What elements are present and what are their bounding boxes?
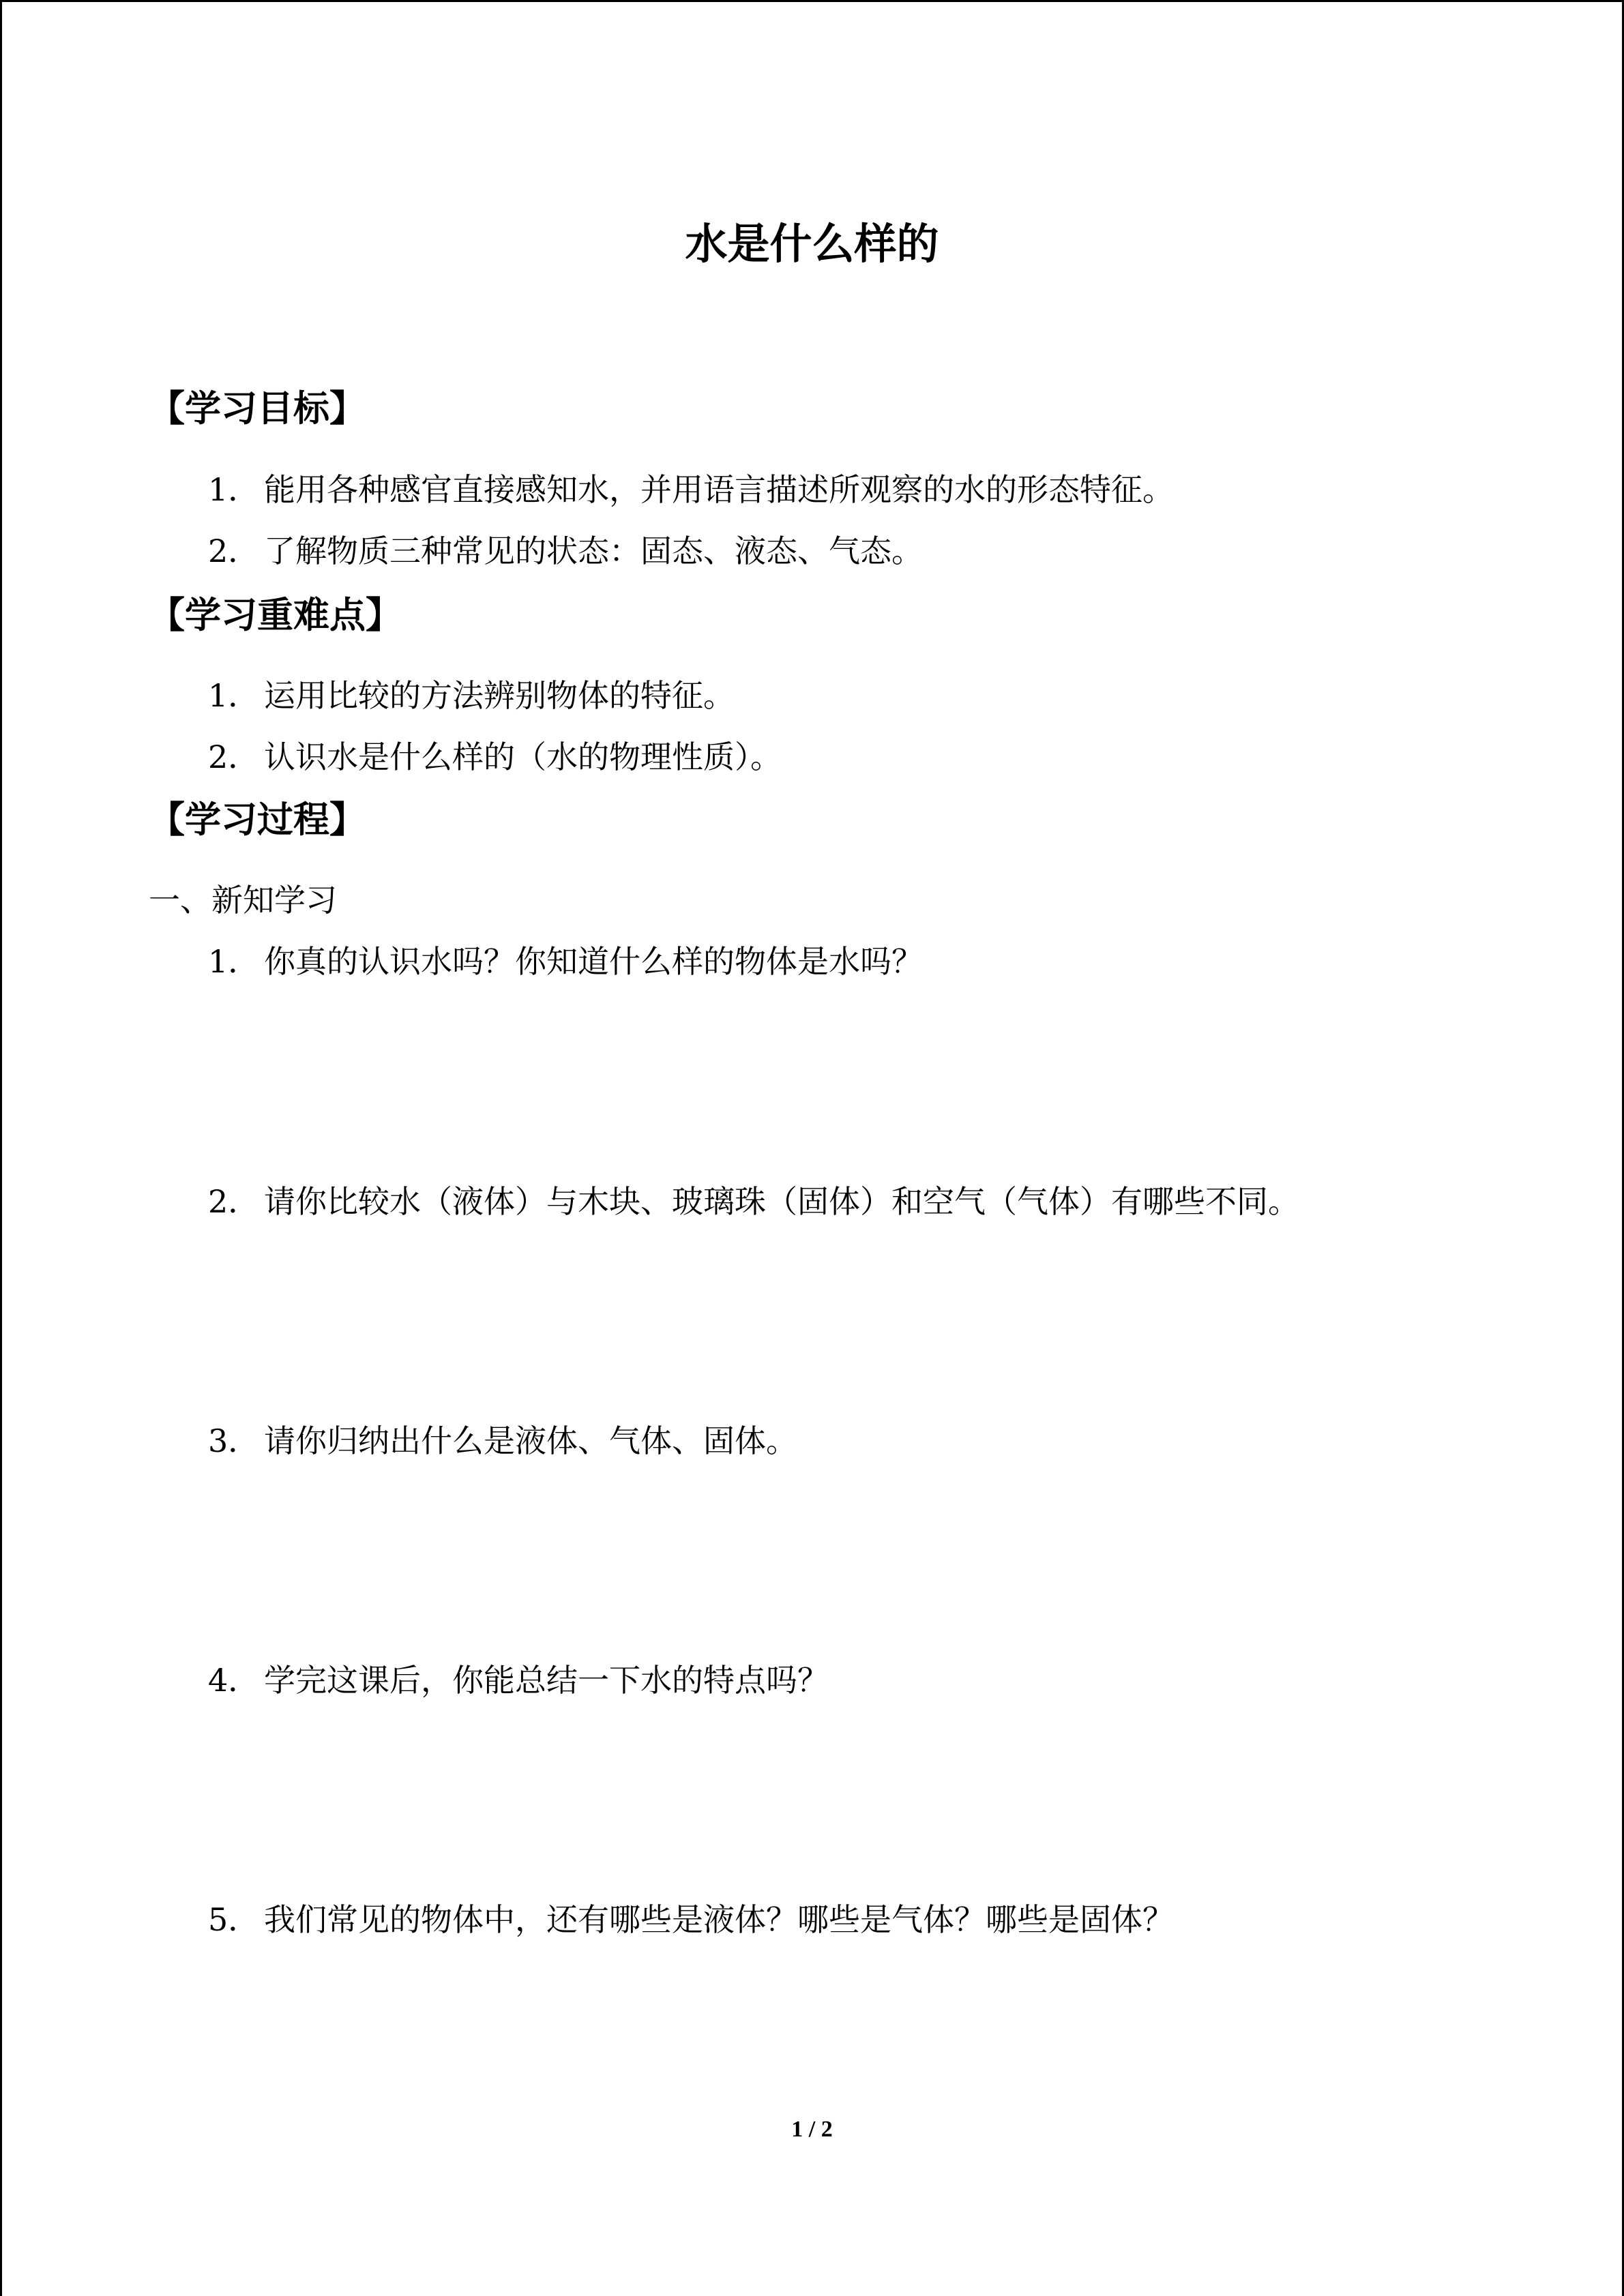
key-point-item-1	[208, 675, 735, 716]
heading-learning-process: 【学习过程】	[149, 799, 366, 841]
key-point-item-2	[208, 736, 782, 777]
heading-learning-goals: 【学习目标】	[149, 388, 366, 430]
goal-item-2-text: 了解物质三种常见的状态：固态、液态、气态。	[264, 533, 923, 569]
question-item-4-number: 4．	[208, 1662, 260, 1699]
question-item-2-number: 2．	[208, 1183, 260, 1220]
question-item-5	[208, 1899, 1174, 1940]
question-item-4	[208, 1660, 829, 1701]
key-point-item-1-number: 1．	[208, 677, 260, 714]
question-item-1	[208, 941, 923, 982]
question-item-3-text: 请你归纳出什么是液体、气体、固体。	[264, 1422, 797, 1459]
question-item-2	[208, 1181, 1299, 1222]
page-number: 1 / 2	[791, 2117, 833, 2142]
question-item-2-text: 请你比较水（液体）与木块、玻璃珠（固体）和空气（气体）有哪些不同。	[264, 1183, 1299, 1220]
page-title: 水是什么样的	[685, 219, 939, 269]
key-point-item-1-text: 运用比较的方法辨别物体的特征。	[264, 677, 735, 714]
question-item-3	[208, 1420, 797, 1461]
key-point-item-2-text: 认识水是什么样的（水的物理性质）。	[264, 739, 782, 775]
subsection-new-knowledge: 一、新知学习	[149, 882, 337, 919]
question-item-1-text: 你真的认识水吗？你知道什么样的物体是水吗？	[264, 943, 923, 980]
goal-item-1-number: 1．	[208, 471, 260, 508]
question-item-5-number: 5．	[208, 1901, 260, 1938]
goal-item-2	[208, 531, 923, 571]
key-point-item-2-number: 2．	[208, 739, 260, 775]
goal-item-1	[208, 469, 1174, 510]
goal-item-1-text: 能用各种感官直接感知水，并用语言描述所观察的水的形态特征。	[264, 471, 1174, 508]
question-item-1-number: 1．	[208, 943, 260, 980]
heading-key-points: 【学习重难点】	[149, 595, 402, 636]
question-item-3-number: 3．	[208, 1422, 260, 1459]
goal-item-2-number: 2．	[208, 533, 260, 569]
question-item-5-text: 我们常见的物体中，还有哪些是液体？哪些是气体？哪些是固体？	[264, 1901, 1174, 1938]
question-item-4-text: 学完这课后，你能总结一下水的特点吗？	[264, 1662, 829, 1699]
